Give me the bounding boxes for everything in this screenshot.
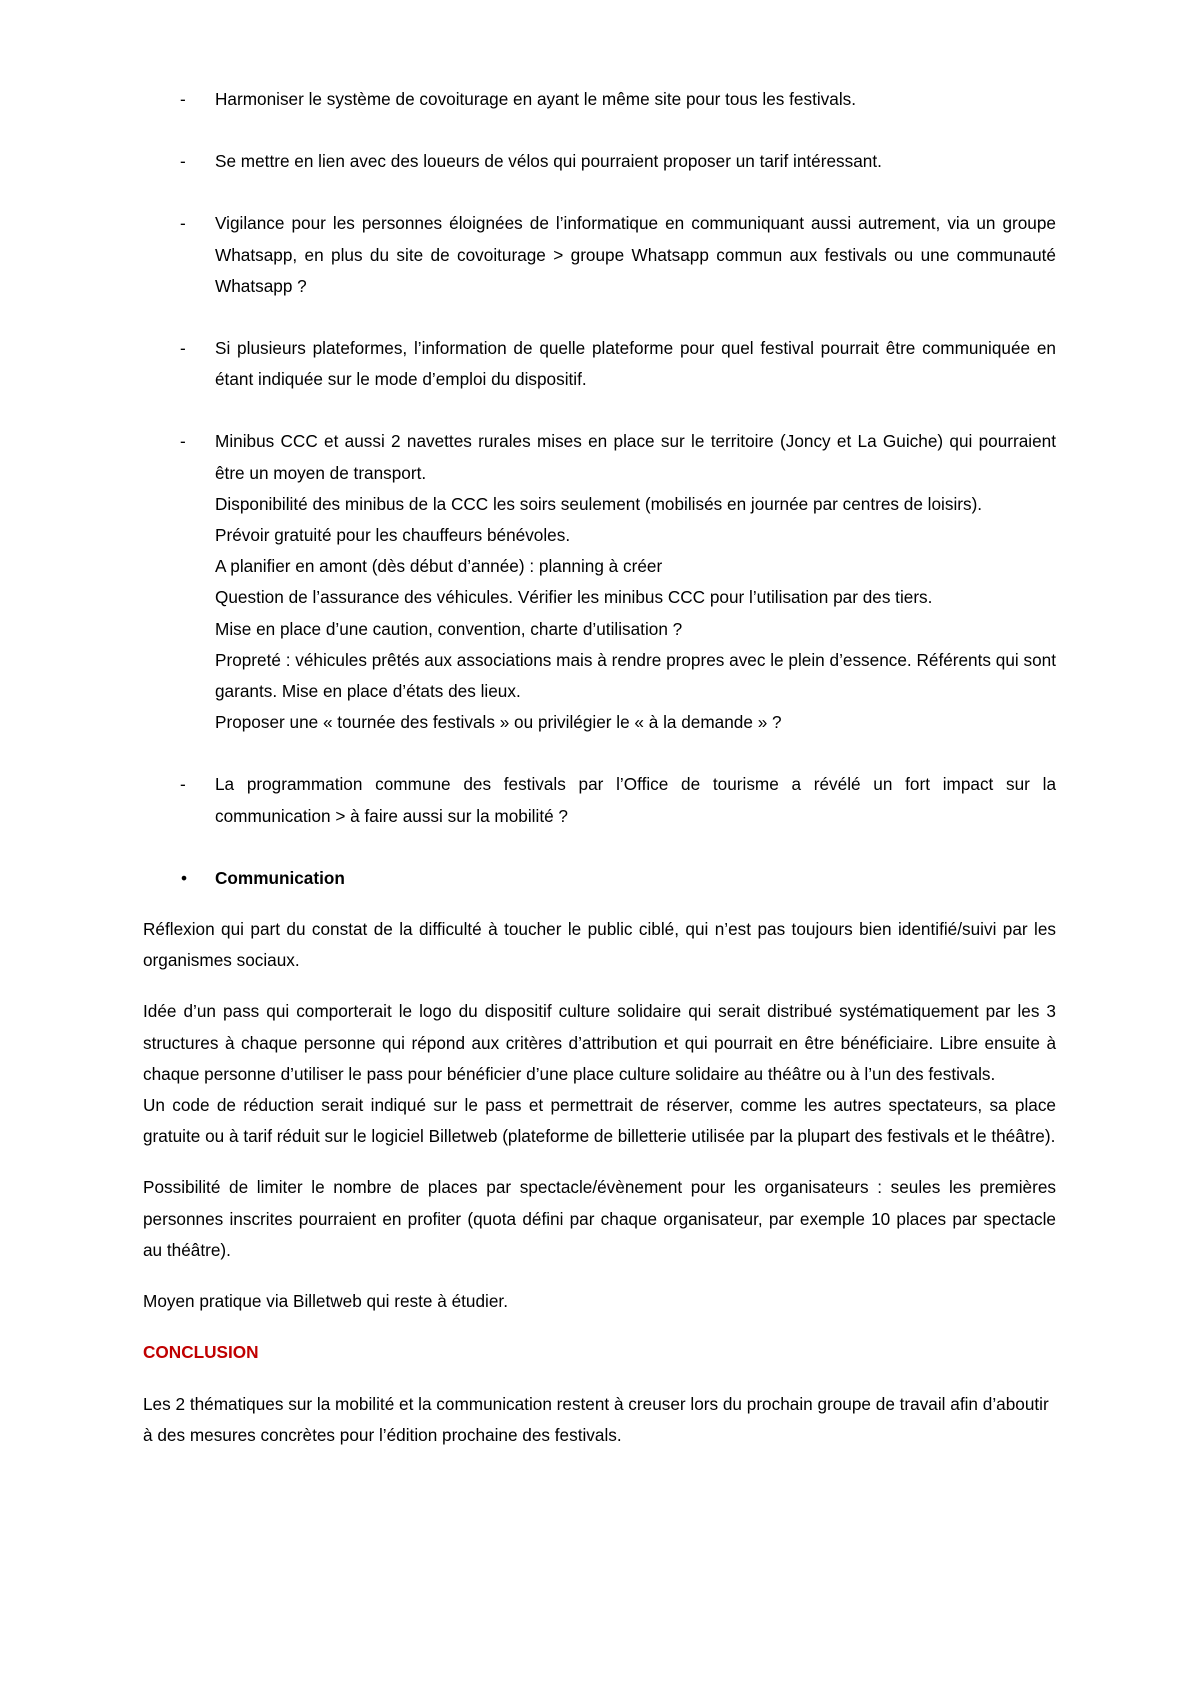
list-item-text: Si plusieurs plateformes, l’information de quelle plateforme pour quel festival pourrait être communiquée en étant indiquée sur le mode d’emploi du dispositif. — [215, 338, 1056, 390]
list-item — [143, 333, 1056, 395]
list-item — [143, 208, 1056, 302]
paragraph — [143, 914, 1056, 976]
paragraph-text: Un code de réduction serait indiqué sur le pass et permettrait de réserver, comme les autres spectateurs, sa place gratuite ou à tarif réduit sur le logiciel Billetweb (plateforme de billetterie utilisée par la plupart des festivals et le théâtre). — [143, 1095, 1056, 1147]
list-item-text: Mise en place d’une caution, convention, charte d’utilisation ? — [215, 618, 683, 639]
list-item-text: Proposer une « tournée des festivals » ou privilégier le « à la demande » ? — [215, 712, 782, 733]
list-item-text: Harmoniser le système de covoiturage en ayant le même site pour tous les festivals. — [215, 89, 857, 109]
section-heading-text: Communication — [215, 867, 345, 888]
paragraph-text: Réflexion qui part du constat de la difficulté à toucher le public ciblé, qui n’est pas toujours bien identifié/suivi par les organismes sociaux. — [143, 919, 1056, 971]
paragraph-text: Idée d’un pass qui comporterait le logo du dispositif culture solidaire qui serait distribué systématiquement par les 3 structures à chaque personne qui répond aux critères d’attribution et qui pourrait en être bénéficiaire. Libre ensuite à chaque personne d’utiliser le pass pour bénéficier d’une place culture solidaire au théâtre ou à l’un des festivals. — [143, 1001, 1056, 1084]
dash-marker: - — [180, 213, 186, 234]
section-heading-communication — [143, 863, 1056, 894]
list-item-minibus — [143, 426, 1056, 738]
paragraph-text: Possibilité de limiter le nombre de places par spectacle/évènement pour les organisateurs : seules les premières personnes inscrites pourraient en profiter (quota défini par chaque organisateur, par exemple 10 places par spectacle au théâtre). — [143, 1177, 1056, 1260]
list-item-text: Prévoir gratuité pour les chauffeurs bénévoles. — [215, 525, 571, 546]
dash-marker: - — [180, 89, 186, 109]
list-item — [143, 769, 1056, 831]
dash-marker: - — [180, 774, 186, 795]
list-item-text: Vigilance pour les personnes éloignées de l’informatique en communiquant aussi autrement, via un groupe Whatsapp, en plus du site de covoiturage > groupe Whatsapp commun aux festivals ou une communauté Whatsapp ? — [215, 213, 1056, 296]
bullet-marker: • — [181, 867, 188, 888]
list-item-text: La programmation commune des festivals par l’Office de tourisme a révélé un fort impact sur la communication > à faire aussi sur la mobilité ? — [215, 774, 1056, 826]
paragraph-text: Moyen pratique via Billetweb qui reste à étudier. — [143, 1291, 508, 1312]
dash-marker: - — [180, 338, 186, 359]
list-item-text: Disponibilité des minibus de la CCC les soirs seulement (mobilisés en journée par centres de loisirs). — [215, 493, 983, 514]
list-item-text: Se mettre en lien avec des loueurs de vélos qui pourraient proposer un tarif intéressant. — [215, 151, 882, 172]
conclusion-heading: CONCLUSION — [143, 1342, 259, 1363]
conclusion-paragraph — [143, 1389, 1056, 1451]
paragraph-text: Les 2 thématiques sur la mobilité et la communication restent à creuser lors du prochain groupe de travail afin d’aboutir à des mesures concrètes pour l’édition prochaine des festivals. — [143, 1393, 1049, 1445]
dash-marker: - — [180, 151, 186, 172]
list-item — [143, 146, 1056, 177]
paragraph — [143, 1172, 1056, 1266]
paragraph — [143, 1286, 1056, 1317]
list-item-text: Propreté : véhicules prêtés aux associations mais à rendre propres avec le plein d’essence. Référents qui sont garants. Mise en place d’états des lieux. — [215, 649, 1056, 702]
dash-marker: - — [180, 431, 186, 452]
paragraph — [143, 996, 1056, 1152]
document-page — [143, 84, 1056, 1471]
list-item — [143, 84, 1056, 115]
list-item-text: Minibus CCC et aussi 2 navettes rurales mises en place sur le territoire (Joncy et La Guiche) qui pourraient être un moyen de transport. — [215, 431, 1056, 483]
list-item-text: Question de l’assurance des véhicules. Vérifier les minibus CCC pour l’utilisation par des tiers. — [215, 587, 933, 608]
list-item-text: A planifier en amont (dès début d’année) : planning à créer — [215, 556, 663, 577]
